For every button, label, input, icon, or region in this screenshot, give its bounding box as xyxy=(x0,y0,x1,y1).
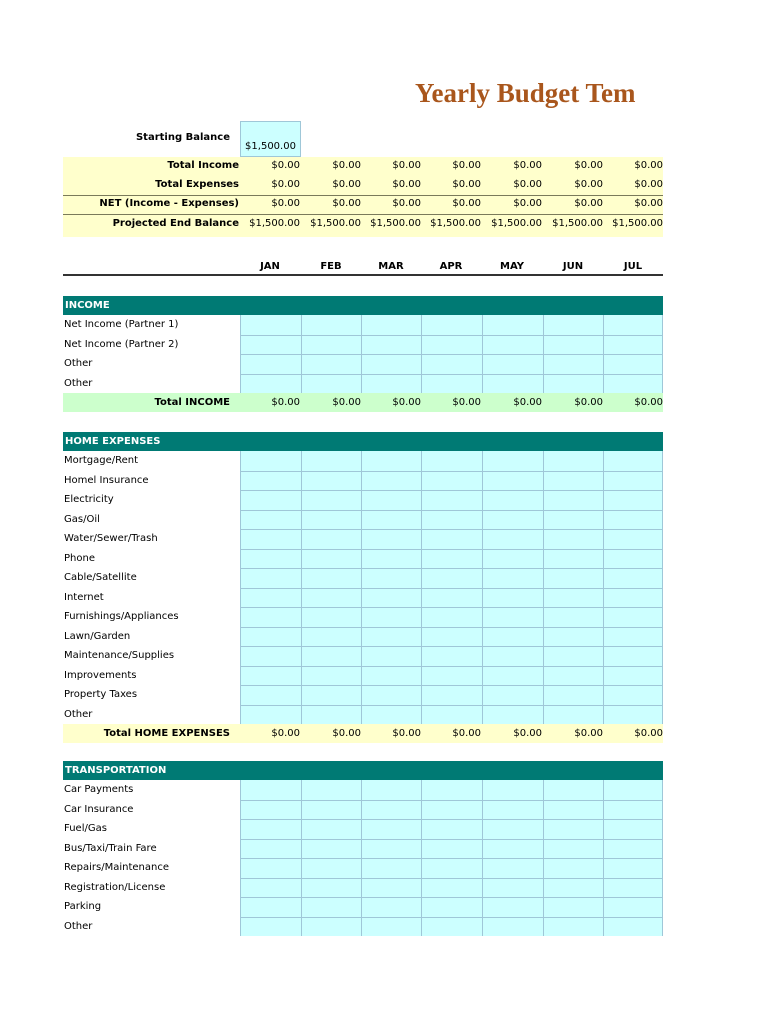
input-cell[interactable] xyxy=(302,491,361,510)
input-cell[interactable] xyxy=(362,355,421,374)
input-cell[interactable] xyxy=(483,686,542,705)
input-cell[interactable] xyxy=(604,647,663,666)
input-cell[interactable] xyxy=(422,375,481,394)
month-label: APR xyxy=(439,261,463,272)
input-cell[interactable] xyxy=(302,647,361,666)
line-item-label: Net Income (Partner 1) xyxy=(64,319,179,330)
input-cell[interactable] xyxy=(241,375,300,394)
input-cell[interactable] xyxy=(241,569,300,588)
input-cell[interactable] xyxy=(241,781,300,800)
input-cell[interactable] xyxy=(302,898,361,917)
input-cell[interactable] xyxy=(241,452,300,471)
input-cell[interactable] xyxy=(544,452,603,471)
input-cell[interactable] xyxy=(422,879,481,898)
input-cell[interactable] xyxy=(302,686,361,705)
line-item-label: Other xyxy=(64,920,93,932)
input-cell[interactable] xyxy=(544,550,603,569)
input-cell[interactable] xyxy=(241,336,300,355)
input-cell[interactable] xyxy=(544,801,603,820)
input-cell[interactable] xyxy=(483,375,542,394)
input-cell[interactable] xyxy=(362,781,421,800)
input-cell[interactable] xyxy=(422,491,481,510)
input-cell[interactable] xyxy=(483,472,542,491)
input-cell[interactable] xyxy=(483,569,542,588)
input-cell[interactable] xyxy=(241,491,300,510)
input-cell[interactable] xyxy=(302,706,361,725)
input-cell[interactable] xyxy=(544,781,603,800)
input-cell[interactable] xyxy=(241,879,300,898)
summary-value-cell: $0.00 xyxy=(332,198,361,209)
summary-value-cell: $0.00 xyxy=(513,179,542,190)
input-cell[interactable] xyxy=(604,336,663,355)
summary-row-label: Total Expenses xyxy=(155,179,239,190)
input-cell[interactable] xyxy=(544,530,603,549)
section-total-label: Total HOME EXPENSES xyxy=(103,728,230,739)
input-cell[interactable] xyxy=(302,589,361,608)
input-cell[interactable] xyxy=(362,608,421,627)
input-cell[interactable] xyxy=(544,375,603,394)
summary-value-cell: $0.00 xyxy=(452,160,481,171)
input-cell[interactable] xyxy=(483,820,542,839)
input-cell[interactable] xyxy=(544,840,603,859)
input-cell[interactable] xyxy=(241,706,300,725)
input-cell[interactable] xyxy=(544,667,603,686)
input-cell[interactable] xyxy=(604,491,663,510)
month-label: FEB xyxy=(320,261,342,272)
summary-value-cell: $0.00 xyxy=(392,179,421,190)
input-cell[interactable] xyxy=(241,472,300,491)
month-header-rule xyxy=(63,274,663,276)
input-cell[interactable] xyxy=(544,491,603,510)
input-cell[interactable] xyxy=(604,686,663,705)
section-total-value: $0.00 xyxy=(634,728,663,739)
input-cell[interactable] xyxy=(362,452,421,471)
input-cell[interactable] xyxy=(604,918,663,937)
section-header: INCOME xyxy=(63,296,663,315)
input-cell[interactable] xyxy=(362,589,421,608)
input-cell[interactable] xyxy=(241,608,300,627)
input-cell[interactable] xyxy=(302,840,361,859)
section-total-value: $0.00 xyxy=(271,397,300,408)
input-cell[interactable] xyxy=(422,706,481,725)
input-cell[interactable] xyxy=(422,355,481,374)
input-cell[interactable] xyxy=(362,706,421,725)
starting-balance-value: $1,500.00 xyxy=(245,141,296,152)
month-label: JUN xyxy=(562,261,584,272)
input-cell[interactable] xyxy=(362,686,421,705)
section-total-value: $0.00 xyxy=(392,728,421,739)
section-total-value: $0.00 xyxy=(332,728,361,739)
page-title: Yearly Budget Tem xyxy=(415,78,636,108)
input-cell[interactable] xyxy=(302,608,361,627)
input-cell[interactable] xyxy=(241,898,300,917)
line-item-label: Internet xyxy=(64,591,104,603)
input-cell[interactable] xyxy=(604,801,663,820)
input-cell[interactable] xyxy=(544,859,603,878)
input-cell[interactable] xyxy=(483,898,542,917)
line-item-label: Parking xyxy=(64,901,102,912)
summary-value-cell: $0.00 xyxy=(574,198,603,209)
input-cell[interactable] xyxy=(604,355,663,374)
input-cell[interactable] xyxy=(362,879,421,898)
section-total-value: $0.00 xyxy=(513,728,542,739)
input-cell[interactable] xyxy=(483,530,542,549)
input-cell[interactable] xyxy=(422,511,481,530)
input-cell[interactable] xyxy=(362,472,421,491)
input-cell[interactable] xyxy=(422,840,481,859)
starting-balance-cell[interactable] xyxy=(240,121,301,157)
input-cell[interactable] xyxy=(483,801,542,820)
input-cell[interactable] xyxy=(241,840,300,859)
input-cell[interactable] xyxy=(422,820,481,839)
summary-value-cell: $0.00 xyxy=(271,179,300,190)
line-item-label: Fuel/Gas xyxy=(64,823,107,834)
input-cell[interactable] xyxy=(604,550,663,569)
input-cell[interactable] xyxy=(483,316,542,335)
input-cell[interactable] xyxy=(302,879,361,898)
input-cell[interactable] xyxy=(544,472,603,491)
summary-value-cell: $0.00 xyxy=(634,179,663,190)
input-cell[interactable] xyxy=(422,530,481,549)
summary-value-cell: $0.00 xyxy=(271,198,300,209)
input-cell[interactable] xyxy=(302,452,361,471)
input-cell[interactable] xyxy=(241,686,300,705)
month-label: JUL xyxy=(623,261,643,272)
input-cell[interactable] xyxy=(604,452,663,471)
input-cell[interactable] xyxy=(483,355,542,374)
input-cell[interactable] xyxy=(362,316,421,335)
input-cell[interactable] xyxy=(604,608,663,627)
section-total-value: $0.00 xyxy=(392,397,421,408)
input-cell[interactable] xyxy=(544,706,603,725)
section-total-value: $0.00 xyxy=(634,397,663,408)
summary-value-cell: $0.00 xyxy=(271,160,300,171)
input-cell[interactable] xyxy=(483,647,542,666)
input-cell[interactable] xyxy=(604,569,663,588)
input-cell[interactable] xyxy=(544,511,603,530)
input-cell[interactable] xyxy=(544,879,603,898)
input-cell[interactable] xyxy=(544,316,603,335)
input-cell[interactable] xyxy=(302,859,361,878)
input-cell[interactable] xyxy=(241,628,300,647)
summary-value-cell: $0.00 xyxy=(634,198,663,209)
input-cell[interactable] xyxy=(422,647,481,666)
line-item-label: Maintenance/Supplies xyxy=(64,650,175,661)
input-cell[interactable] xyxy=(544,918,603,937)
input-cell[interactable] xyxy=(362,550,421,569)
section-total-value: $0.00 xyxy=(574,728,603,739)
line-item-label: Other xyxy=(64,377,93,389)
input-cell[interactable] xyxy=(302,820,361,839)
input-cell[interactable] xyxy=(422,781,481,800)
input-cell[interactable] xyxy=(483,706,542,725)
input-cell[interactable] xyxy=(483,511,542,530)
summary-value-cell: $0.00 xyxy=(452,198,481,209)
input-cell[interactable] xyxy=(241,801,300,820)
section-total-value: $0.00 xyxy=(452,728,481,739)
line-item-label: Gas/Oil xyxy=(64,513,100,525)
input-cell[interactable] xyxy=(483,667,542,686)
input-cell[interactable] xyxy=(241,530,300,549)
summary-value-cell: $0.00 xyxy=(332,179,361,190)
input-cell[interactable] xyxy=(604,530,663,549)
line-item-label: Repairs/Maintenance xyxy=(64,862,169,873)
input-cell[interactable] xyxy=(302,375,361,394)
input-cell[interactable] xyxy=(544,355,603,374)
summary-value-cell: $1,500.00 xyxy=(612,218,663,229)
input-cell[interactable] xyxy=(302,550,361,569)
input-cell[interactable] xyxy=(362,647,421,666)
summary-value-cell: $1,500.00 xyxy=(552,218,603,229)
summary-value-cell: $1,500.00 xyxy=(491,218,542,229)
input-cell[interactable] xyxy=(241,550,300,569)
input-cell[interactable] xyxy=(362,375,421,394)
summary-value-cell: $0.00 xyxy=(332,160,361,171)
input-cell[interactable] xyxy=(302,918,361,937)
month-label: JAN xyxy=(260,261,280,272)
month-label: MAR xyxy=(378,261,404,272)
line-item-label: Property Taxes xyxy=(64,689,138,700)
input-cell[interactable] xyxy=(302,336,361,355)
line-item-label: Net Income (Partner 2) xyxy=(64,338,179,350)
line-item-label: Cable/Satellite xyxy=(64,572,137,583)
section-total-value: $0.00 xyxy=(513,397,542,408)
input-cell[interactable] xyxy=(362,491,421,510)
input-cell[interactable] xyxy=(483,628,542,647)
section-header: TRANSPORTATION xyxy=(63,761,663,780)
input-cell[interactable] xyxy=(362,667,421,686)
section-header: HOME EXPENSES xyxy=(63,432,663,451)
input-cell[interactable] xyxy=(362,859,421,878)
input-cell[interactable] xyxy=(422,589,481,608)
input-cell[interactable] xyxy=(362,820,421,839)
line-item-label: Homel Insurance xyxy=(64,474,149,486)
summary-value-cell: $1,500.00 xyxy=(370,218,421,229)
input-cell[interactable] xyxy=(302,530,361,549)
input-cell[interactable] xyxy=(422,918,481,937)
input-cell[interactable] xyxy=(483,859,542,878)
input-cell[interactable] xyxy=(604,898,663,917)
line-item-label: Registration/License xyxy=(64,881,166,893)
line-item-label: Bus/Taxi/Train Fare xyxy=(64,842,157,854)
input-cell[interactable] xyxy=(483,608,542,627)
input-cell[interactable] xyxy=(241,355,300,374)
summary-value-cell: $1,500.00 xyxy=(430,218,481,229)
input-cell[interactable] xyxy=(544,608,603,627)
input-cell[interactable] xyxy=(422,472,481,491)
summary-row-label: NET (Income - Expenses) xyxy=(99,198,239,209)
line-item-label: Improvements xyxy=(64,669,137,681)
summary-value-cell: $0.00 xyxy=(574,179,603,190)
input-cell[interactable] xyxy=(422,316,481,335)
section-total-value: $0.00 xyxy=(452,397,481,408)
line-item-label: Phone xyxy=(64,552,95,564)
input-cell[interactable] xyxy=(544,898,603,917)
input-cell[interactable] xyxy=(422,667,481,686)
input-cell[interactable] xyxy=(302,801,361,820)
input-cell[interactable] xyxy=(362,840,421,859)
input-cell[interactable] xyxy=(483,336,542,355)
input-cell[interactable] xyxy=(422,569,481,588)
starting-balance-label: Starting Balance xyxy=(135,132,230,143)
input-cell[interactable] xyxy=(241,820,300,839)
input-cell[interactable] xyxy=(544,589,603,608)
input-cell[interactable] xyxy=(544,569,603,588)
input-cell[interactable] xyxy=(544,628,603,647)
summary-divider xyxy=(63,214,663,215)
input-cell[interactable] xyxy=(604,840,663,859)
input-cell[interactable] xyxy=(483,879,542,898)
input-cell[interactable] xyxy=(422,628,481,647)
input-cell[interactable] xyxy=(604,511,663,530)
line-item-label: Mortgage/Rent xyxy=(64,455,139,466)
input-cell[interactable] xyxy=(604,820,663,839)
input-cell[interactable] xyxy=(241,589,300,608)
input-cell[interactable] xyxy=(302,316,361,335)
input-cell[interactable] xyxy=(362,511,421,530)
input-cell[interactable] xyxy=(362,530,421,549)
input-cell[interactable] xyxy=(302,569,361,588)
input-cell[interactable] xyxy=(422,452,481,471)
input-cell[interactable] xyxy=(483,918,542,937)
summary-row-label: Total Income xyxy=(167,160,239,171)
input-cell[interactable] xyxy=(241,667,300,686)
input-cell[interactable] xyxy=(483,491,542,510)
summary-row-label: Projected End Balance xyxy=(112,218,239,229)
input-cell[interactable] xyxy=(241,511,300,530)
input-cell[interactable] xyxy=(604,667,663,686)
input-cell[interactable] xyxy=(544,686,603,705)
input-cell[interactable] xyxy=(604,781,663,800)
input-cell[interactable] xyxy=(483,589,542,608)
input-cell[interactable] xyxy=(241,647,300,666)
input-cell[interactable] xyxy=(604,879,663,898)
input-cell[interactable] xyxy=(483,840,542,859)
input-cell[interactable] xyxy=(362,569,421,588)
input-cell[interactable] xyxy=(483,781,542,800)
summary-value-cell: $0.00 xyxy=(513,198,542,209)
summary-value-cell: $1,500.00 xyxy=(310,218,361,229)
summary-value-cell: $0.00 xyxy=(574,160,603,171)
input-cell[interactable] xyxy=(241,316,300,335)
input-cell[interactable] xyxy=(604,859,663,878)
line-item-label: Water/Sewer/Trash xyxy=(64,533,158,544)
input-cell[interactable] xyxy=(362,918,421,937)
input-cell[interactable] xyxy=(422,801,481,820)
input-cell[interactable] xyxy=(422,686,481,705)
input-cell[interactable] xyxy=(544,820,603,839)
input-cell[interactable] xyxy=(422,608,481,627)
input-cell[interactable] xyxy=(241,859,300,878)
input-cell[interactable] xyxy=(302,628,361,647)
input-cell[interactable] xyxy=(362,628,421,647)
section-total-value: $0.00 xyxy=(271,728,300,739)
line-item-label: Electricity xyxy=(64,494,114,505)
input-cell[interactable] xyxy=(362,801,421,820)
summary-value-cell: $0.00 xyxy=(392,198,421,209)
input-cell[interactable] xyxy=(422,859,481,878)
summary-value-cell: $1,500.00 xyxy=(249,218,300,229)
input-cell[interactable] xyxy=(483,550,542,569)
input-cell[interactable] xyxy=(604,706,663,725)
input-cell[interactable] xyxy=(422,550,481,569)
input-cell[interactable] xyxy=(604,316,663,335)
input-cell[interactable] xyxy=(362,336,421,355)
line-item-label: Car Insurance xyxy=(64,803,134,815)
input-cell[interactable] xyxy=(362,898,421,917)
input-cell[interactable] xyxy=(302,511,361,530)
input-cell[interactable] xyxy=(302,781,361,800)
summary-value-cell: $0.00 xyxy=(452,179,481,190)
input-cell[interactable] xyxy=(422,336,481,355)
input-cell[interactable] xyxy=(604,628,663,647)
input-cell[interactable] xyxy=(483,452,542,471)
input-cell[interactable] xyxy=(544,647,603,666)
section-total-value: $0.00 xyxy=(574,397,603,408)
input-cell[interactable] xyxy=(422,898,481,917)
summary-value-cell: $0.00 xyxy=(392,160,421,171)
input-cell[interactable] xyxy=(604,589,663,608)
input-cell[interactable] xyxy=(604,472,663,491)
summary-value-cell: $0.00 xyxy=(634,160,663,171)
line-item-label: Car Payments xyxy=(64,784,134,795)
input-cell[interactable] xyxy=(302,355,361,374)
line-item-label: Furnishings/Appliances xyxy=(64,611,179,622)
input-cell[interactable] xyxy=(241,918,300,937)
month-label: MAY xyxy=(500,261,524,272)
input-cell[interactable] xyxy=(302,472,361,491)
line-item-label: Other xyxy=(64,358,93,369)
input-cell[interactable] xyxy=(604,375,663,394)
input-cell[interactable] xyxy=(544,336,603,355)
line-item-label: Other xyxy=(64,708,93,720)
summary-divider xyxy=(63,195,663,196)
section-total-value: $0.00 xyxy=(332,397,361,408)
summary-value-cell: $0.00 xyxy=(513,160,542,171)
line-item-label: Lawn/Garden xyxy=(64,630,131,642)
input-cell[interactable] xyxy=(302,667,361,686)
section-total-label: Total INCOME xyxy=(154,397,230,408)
